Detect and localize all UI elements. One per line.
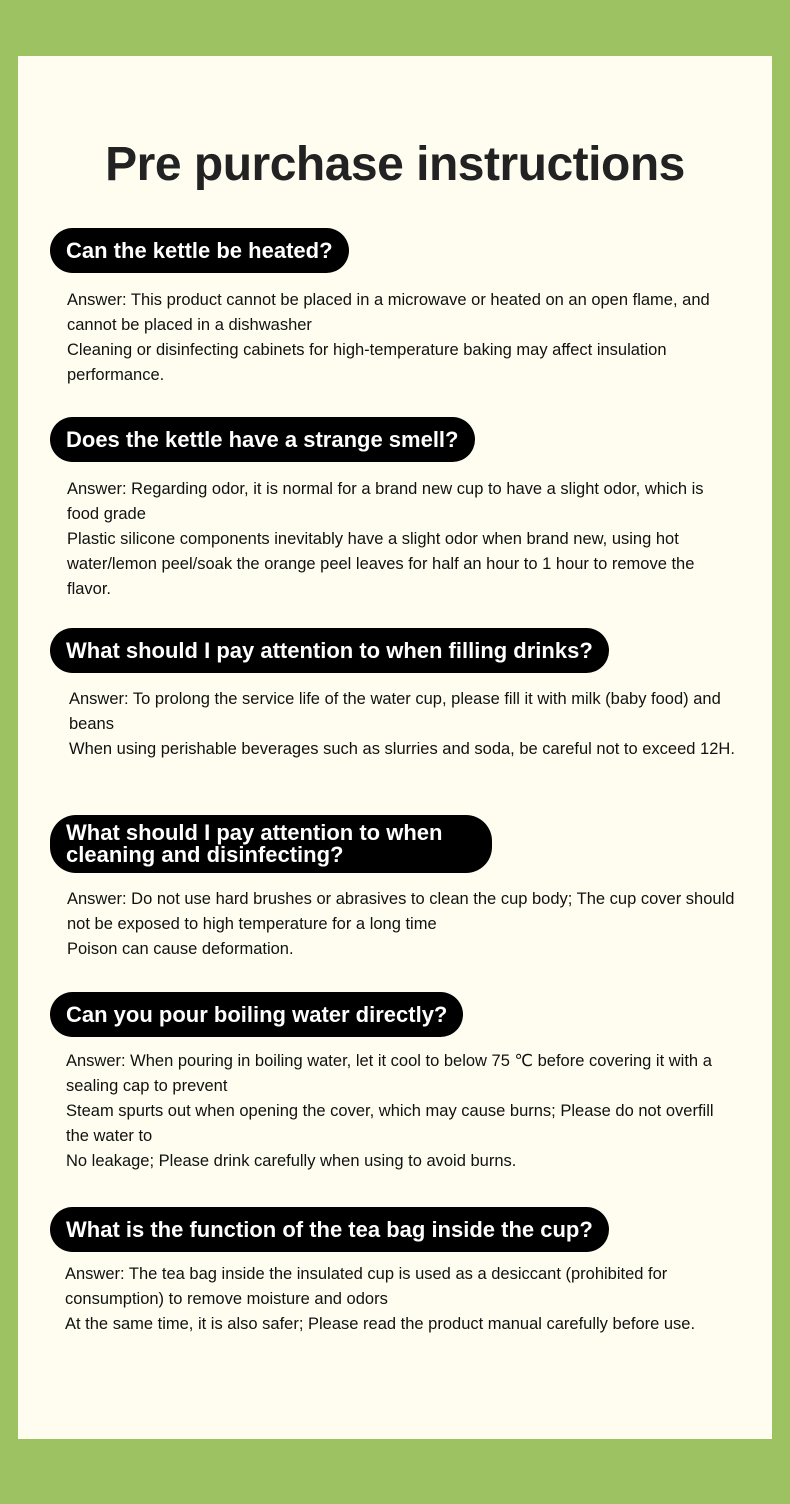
answer-tea-bag (65, 1262, 737, 1337)
question-tea-bag: What is the function of the tea bag inside the cup? (50, 1207, 609, 1252)
answer-heating (67, 288, 737, 388)
answer-line: No leakage; Please drink carefully when using to avoid burns. (66, 1152, 517, 1170)
question-heating: Can the kettle be heated? (50, 228, 349, 273)
answer-line: Plastic silicone components inevitably have a slight odor when brand new, using hot water/lemon peel/soak the orange peel leaves for half an hour to 1 hour to remove the flavor. (67, 530, 695, 598)
answer-line: Answer: When pouring in boiling water, let it cool to below 75 ℃ before covering it with a sealing cap to prevent (66, 1052, 712, 1095)
answer-cleaning (67, 887, 737, 962)
answer-line: Poison can cause deformation. (67, 940, 294, 958)
answer-filling-drinks (69, 687, 739, 762)
answer-line: Answer: This product cannot be placed in a microwave or heated on an open flame, and cannot be placed in a dishwasher (67, 291, 710, 334)
answer-line: When using perishable beverages such as slurries and soda, be careful not to exceed 12H. (69, 740, 735, 758)
page-title: Pre purchase instructions (105, 138, 685, 191)
question-cleaning: What should I pay attention to when cleaning and disinfecting? (50, 815, 492, 873)
answer-line: Answer: The tea bag inside the insulated cup is used as a desiccant (prohibited for consumption) to remove moisture and odors (65, 1265, 668, 1308)
question-boiling-water: Can you pour boiling water directly? (50, 992, 463, 1037)
question-filling-drinks: What should I pay attention to when filling drinks? (50, 628, 609, 673)
answer-smell (67, 477, 737, 602)
question-smell: Does the kettle have a strange smell? (50, 417, 475, 462)
answer-line: Cleaning or disinfecting cabinets for high-temperature baking may affect insulation performance. (67, 341, 667, 384)
answer-line: Answer: To prolong the service life of the water cup, please fill it with milk (baby food) and beans (69, 690, 721, 733)
answer-line: Steam spurts out when opening the cover, which may cause burns; Please do not overfill the water to (66, 1102, 714, 1145)
answer-line: At the same time, it is also safer; Please read the product manual carefully before use. (65, 1315, 696, 1333)
answer-boiling-water (66, 1049, 738, 1174)
answer-line: Answer: Do not use hard brushes or abrasives to clean the cup body; The cup cover should not be exposed to high temperature for a long time (67, 890, 735, 933)
answer-line: Answer: Regarding odor, it is normal for a brand new cup to have a slight odor, which is food grade (67, 480, 704, 523)
